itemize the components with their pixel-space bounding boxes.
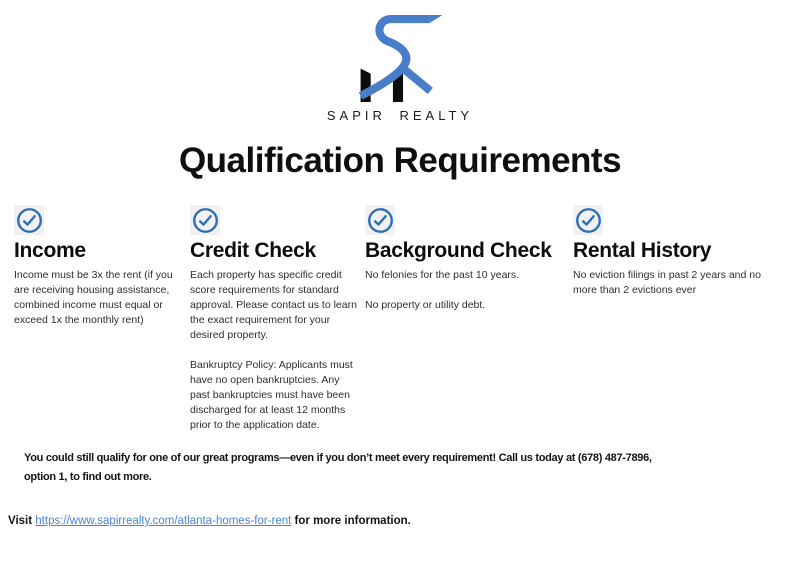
promo-text [24, 449, 800, 487]
column-heading-credit-check: Credit Check [190, 239, 316, 262]
website-link[interactable]: https://www.sapirrealty.com/atlanta-homes-for-rent [35, 515, 292, 527]
column-rental-history [573, 205, 787, 433]
page-title: Qualification Requirements [178, 141, 622, 180]
check-circle-icon [573, 205, 603, 235]
header [0, 0, 800, 123]
column-background-check [365, 205, 565, 433]
column-text: Each property has specific credit score requirements for standard approval. Please contact us to learn the exact requirement for your desired property. [190, 269, 357, 341]
check-circle-icon [190, 205, 220, 235]
column-income [14, 205, 182, 433]
column-heading-income: Income [14, 239, 86, 262]
column-text: No eviction filings in past 2 years and no more than 2 evictions ever [573, 269, 761, 296]
qualification-columns [0, 205, 800, 433]
column-text: Income must be 3x the rent (if you are receiving housing assistance, combined income must equal or exceed 1x the monthly rent) [14, 269, 173, 326]
check-circle-icon [365, 205, 395, 235]
visit-prefix: Visit [8, 515, 36, 527]
column-text: No felonies for the past 10 years. [365, 269, 520, 281]
visit-suffix: for more information. [291, 515, 411, 527]
promo-line-2: option 1, to find out more. [24, 471, 152, 483]
column-heading-rental-history: Rental History [573, 239, 712, 262]
column-text: No property or utility debt. [365, 299, 486, 311]
column-text: Bankruptcy Policy: Applicants must have no open bankruptcies. Any past bankruptcies must have been discharged for at least 12 months prior to the application date. [190, 359, 353, 431]
check-circle-icon [14, 205, 44, 235]
visit-line [8, 515, 800, 527]
column-heading-background-check: Background Check [365, 239, 552, 262]
sapir-realty-logo-icon [354, 10, 446, 106]
brand-name: SAPIR REALTY [326, 108, 474, 123]
column-credit-check [190, 205, 357, 433]
promo-line-1: You could still qualify for one of our great programs—even if you don’t meet every requirement! Call us today at (678) 487-7896, [24, 452, 652, 464]
